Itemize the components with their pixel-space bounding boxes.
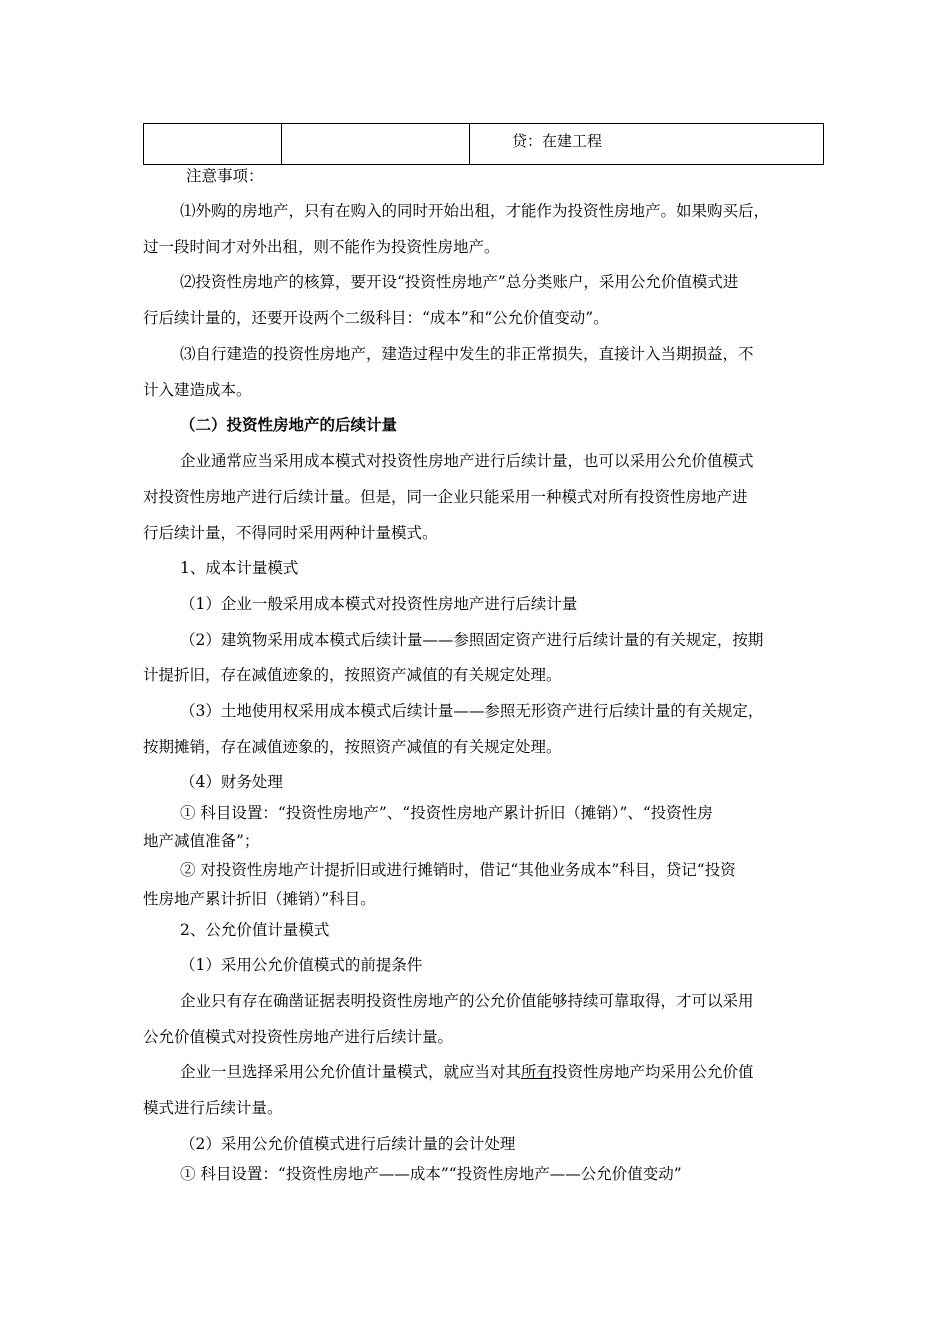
underlined-text: 所有 xyxy=(521,1063,553,1081)
table-cell xyxy=(144,124,282,165)
cost-model-p4: （4）财务处理 xyxy=(180,773,283,791)
fair-value-p1-text2-line-2: 模式进行后续计量。 xyxy=(143,1099,283,1117)
note-1-line-2: 过一段时间才对外出租，则不能作为投资性房地产。 xyxy=(143,238,500,256)
fair-value-p1-text-line-2: 公允价值模式对投资性房地产进行后续计量。 xyxy=(143,1028,454,1046)
table-row xyxy=(144,124,824,165)
intro-line-1: 企业通常应当采用成本模式对投资性房地产进行后续计量，也可以采用公允价值模式 xyxy=(180,452,754,470)
cost-model-p4-a-line-2: 地产减值准备”； xyxy=(143,832,260,850)
intro-line-3: 行后续计量，不得同时采用两种计量模式。 xyxy=(143,524,438,542)
fair-value-p1-text2-line-1 xyxy=(180,1062,754,1082)
section-heading: （二）投资性房地产的后续计量 xyxy=(180,416,398,434)
text-segment: 投资性房地产均采用公允价值 xyxy=(552,1063,754,1081)
journal-entry-table xyxy=(143,123,824,165)
cost-model-p1: （1）企业一般采用成本模式对投资性房地产进行后续计量 xyxy=(180,595,578,613)
cost-model-heading: 1、成本计量模式 xyxy=(180,559,299,577)
note-2-line-2: 行后续计量的，还要开设两个二级科目：“成本”和“公允价值变动”。 xyxy=(143,309,609,327)
intro-line-2: 对投资性房地产进行后续计量。但是，同一企业只能采用一种模式对所有投资性房地产进 xyxy=(143,488,748,506)
text-segment: 企业一旦选择采用公允价值计量模式，就应当对其 xyxy=(180,1063,522,1081)
cost-model-p4-a-line-1: ① 科目设置：“投资性房地产”、“投资性房地产累计折旧（摊销）”、“投资性房 xyxy=(180,804,713,822)
note-2-line-1: ⑵投资性房地产的核算，要开设“投资性房地产”总分类账户，采用公允价值模式进 xyxy=(180,273,739,291)
table-cell-credit: 贷：在建工程 xyxy=(470,124,824,165)
cost-model-p3-line-2: 按期摊销，存在减值迹象的，按照资产减值的有关规定处理。 xyxy=(143,738,562,756)
fair-value-p1: （1）采用公允价值模式的前提条件 xyxy=(180,956,423,974)
cost-model-p3-line-1: （3）土地使用权采用成本模式后续计量——参照无形资产进行后续计量的有关规定， xyxy=(180,702,764,720)
fair-value-heading: 2、公允价值计量模式 xyxy=(180,921,330,939)
cost-model-p4-b-line-2: 性房地产累计折旧（摊销）”科目。 xyxy=(143,890,376,908)
fair-value-p1-text-line-1: 企业只有存在确凿证据表明投资性房地产的公允价值能够持续可靠取得，才可以采用 xyxy=(180,992,754,1010)
table-cell xyxy=(282,124,470,165)
notes-heading: 注意事项： xyxy=(186,167,264,185)
note-3-line-2: 计入建造成本。 xyxy=(143,381,252,399)
note-1-line-1: ⑴外购的房地产，只有在购入的同时开始出租，才能作为投资性房地产。如果购买后， xyxy=(180,202,770,220)
fair-value-p2: （2）采用公允价值模式进行后续计量的会计处理 xyxy=(180,1135,516,1153)
cost-model-p2-line-1: （2）建筑物采用成本模式后续计量——参照固定资产进行后续计量的有关规定，按期 xyxy=(180,631,764,649)
cost-model-p4-b-line-1: ② 对投资性房地产计提折旧或进行摊销时，借记“其他业务成本”科目，贷记“投资 xyxy=(180,861,736,879)
fair-value-p2-a: ① 科目设置：“投资性房地产——成本”“投资性房地产——公允价值变动” xyxy=(180,1165,682,1183)
note-3-line-1: ⑶自行建造的投资性房地产，建造过程中发生的非正常损失，直接计入当期损益，不 xyxy=(180,345,754,363)
cost-model-p2-line-2: 计提折旧，存在减值迹象的，按照资产减值的有关规定处理。 xyxy=(143,666,562,684)
